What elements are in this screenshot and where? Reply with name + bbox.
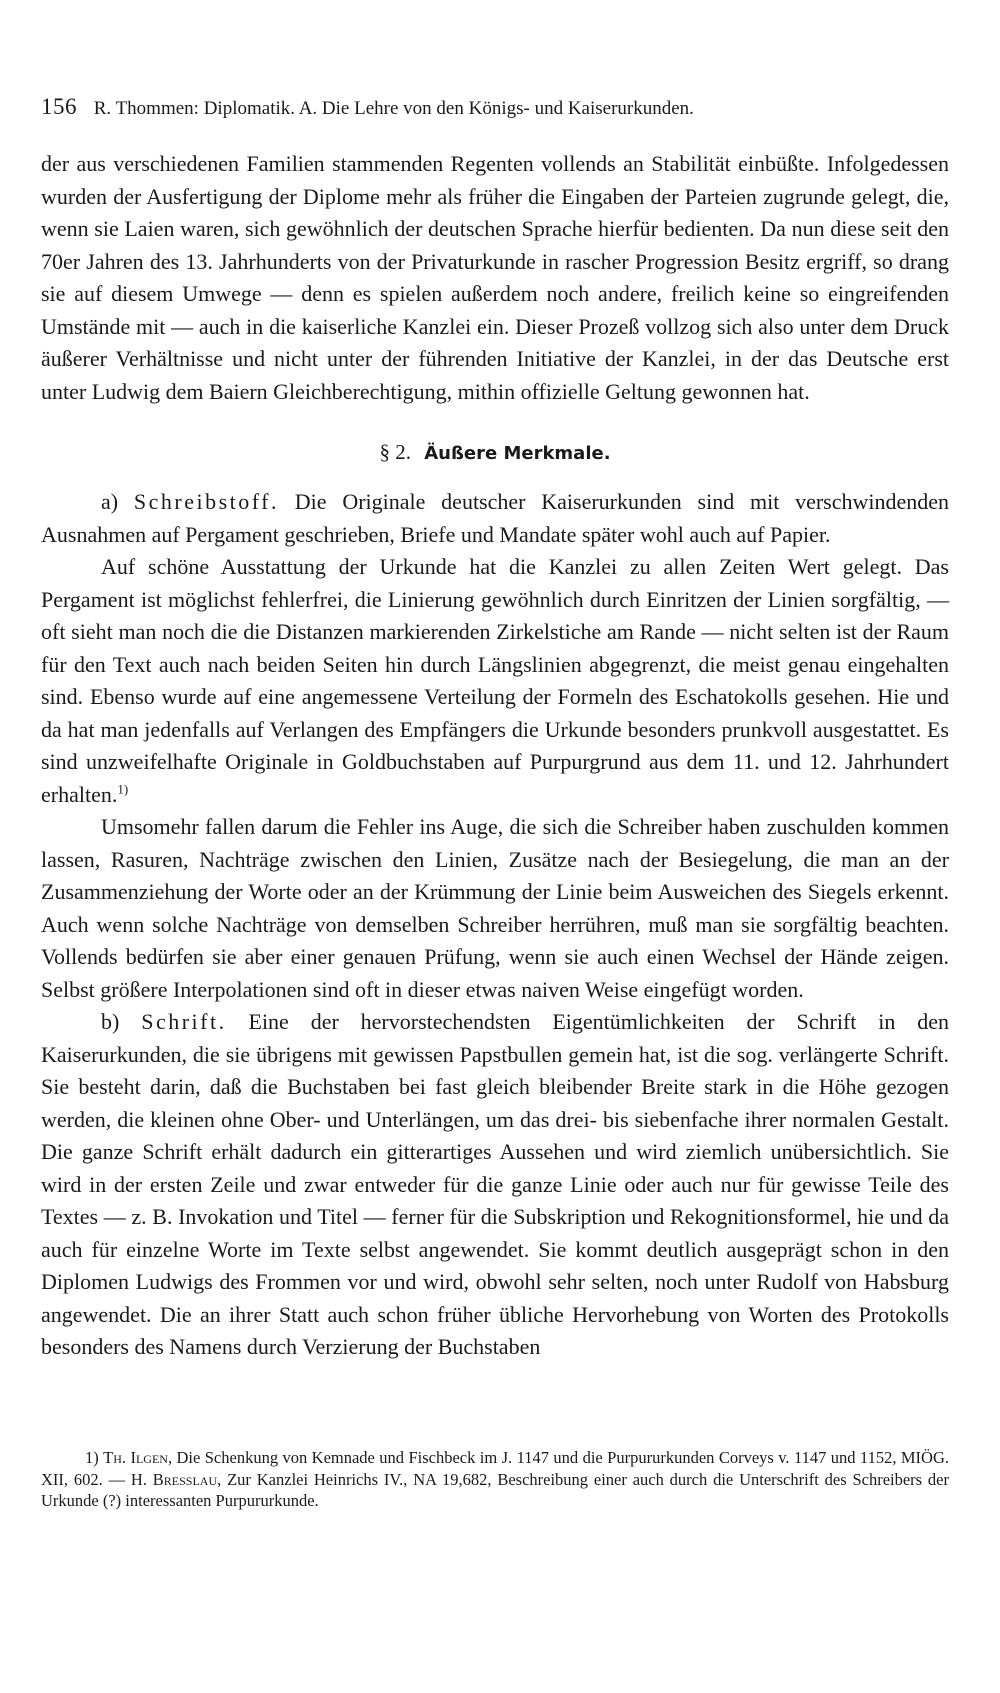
item-term: Schreibstoff.: [133, 489, 280, 514]
footnote-text: , Die Schenkung von Kemnade und Fischbeck im J. 1147 und die Purpururkunden Corveys v. 1147 und 1152, MIÖG. XII, 602. — H.: [41, 1448, 949, 1489]
paragraph-schrift: [41, 1006, 949, 1364]
paragraph-text: Auf schöne Ausstattung der Urkunde hat die Kanzlei zu allen Zeiten Wert gelegt. Das Pergament ist möglichst fehlerfrei, die Linierung gewöhnlich durch Einritzen der Linien sorgfältig, — oft sieht man noch die die Distanzen markierenden Zirkelstiche am Rande — nicht selten ist der Raum für den Text auch nach beiden Seiten hin durch Längslinien abgegrenzt, die meist genau eingehalten sind. Ebenso wurde auf eine angemessene Verteilung der Formeln des Eschatokolls gesehen. Hie und da hat man jedenfalls auf Verlangen des Empfängers die Urkunde besonders prunkvoll ausgestattet. Es sind unzweifelhafte Originale in Goldbuchstaben auf Purpurgrund aus dem 11. und 12. Jahrhundert erhalten.: [41, 554, 949, 807]
footnotes: [41, 1447, 949, 1512]
footnote-author: Th. Ilgen: [103, 1448, 168, 1467]
paragraph-1: der aus verschiedenen Familien stammenden Regenten vollends an Stabilität einbüßte. Infolgedessen wurden der Ausfertigung der Diplome mehr als früher die Eingaben der Parteien zugrunde gelegt, die, wenn sie Laien waren, sich gewöhnlich der deutschen Sprache hierfür bedienten. Da nun diese seit den 70er Jahren des 13. Jahrhunderts von der Privaturkunde in rascher Progression Besitz ergriff, so drang sie auf diesem Umwege — denn es spielen außerdem noch andere, freilich keine so eingreifenden Umstände mit — auch in die kaiserliche Kanzlei ein. Dieser Prozeß vollzog sich also unter dem Druck äußerer Verhältnisse und nicht unter der führenden Initiative der Kanzlei, in der das Deutsche erst unter Ludwig dem Baiern Gleichberechtigung, mithin offizielle Geltung gewonnen hat.: [41, 151, 949, 404]
footnote: [41, 1447, 949, 1512]
footnote-marker: 1): [85, 1448, 99, 1467]
item-text: Die Originale deutscher Kaiserurkunden sind mit verschwindenden Ausnahmen auf Pergament geschrieben, Briefe und Mandate später wohl auch auf Papier.: [41, 489, 950, 547]
footnote-author: Bresslau: [152, 1469, 218, 1489]
paragraph-ausstattung: [41, 551, 949, 811]
item-label: b): [101, 1009, 120, 1034]
footnote-text: , Zur Kanzlei Heinrichs IV., NA 19,682, Beschreibung einer auch durch die Unterschrift des Schreibers der Urkunde (?) interessanten Purpururkunde.: [41, 1469, 949, 1510]
item-label: a): [101, 489, 119, 514]
running-head: [41, 88, 949, 128]
item-term: Schrift.: [141, 1009, 227, 1034]
running-title: R. Thommen: Diplomatik. A. Die Lehre von den Königs- und Kaiserurkunden.: [93, 98, 694, 119]
page-number: 156: [41, 94, 77, 119]
section-heading: [41, 436, 949, 470]
footnote-reference: 1): [117, 781, 129, 797]
section-number: § 2.: [379, 440, 411, 464]
item-text: Eine der hervorstechendsten Eigentümlichkeiten der Schrift in den Kaiserurkunden, die sie übrigens mit gewissen Papstbullen gemein hat, ist die sog. verlängerte Schrift. Sie besteht darin, daß die Buchstaben bei fast gleich bleibender Breite stark in die Höhe gezogen werden, die kleinen ohne Ober- und Unterlängen, um das drei- bis siebenfache ihrer normalen Gestalt. Die ganze Schrift erhält dadurch ein gitterartiges Aussehen und wird ziemlich unübersichtlich. Sie wird in der ersten Zeile und zwar entweder für die ganze Linie oder auch nur für gewisse Teile des Textes — z. B. Invokation und Titel — ferner für die Subskription und Rekognitionsformel, hie und da auch für einzelne Worte im Texte selbst angewendet. Sie kommt deutlich ausgeprägt schon in den Diplomen Ludwigs des Frommen vor und wird, obwohl sehr selten, noch unter Rudolf von Habsburg angewendet. Die an ihrer Statt auch schon früher übliche Hervorhebung von Worten des Protokolls besonders des Namens durch Verzierung der Buchstaben: [41, 1009, 950, 1359]
paragraph-schreibstoff: [41, 486, 949, 551]
body-text: [41, 148, 949, 1364]
paragraph-fehler: Umsomehr fallen darum die Fehler ins Auge, die sich die Schreiber haben zuschulden kommen lassen, Rasuren, Nachträge zwischen den Linien, Zusätze nach der Besiegelung, die man an der Zusammenziehung der Worte oder an der Krümmung der Linie beim Ausweichen des Siegels erkennt. Auch wenn solche Nachträge von demselben Schreiber herrühren, muß man sie sorgfältig beachten. Vollends bedürfen sie aber einer genauen Prüfung, wenn sie auch einen Wechsel der Hände zeigen. Selbst größere Interpolationen sind oft in dieser etwas naiven Weise eingefügt worden.: [41, 814, 949, 1002]
section-title: Äußere Merkmale.: [424, 443, 611, 464]
page-content: [41, 88, 949, 1364]
